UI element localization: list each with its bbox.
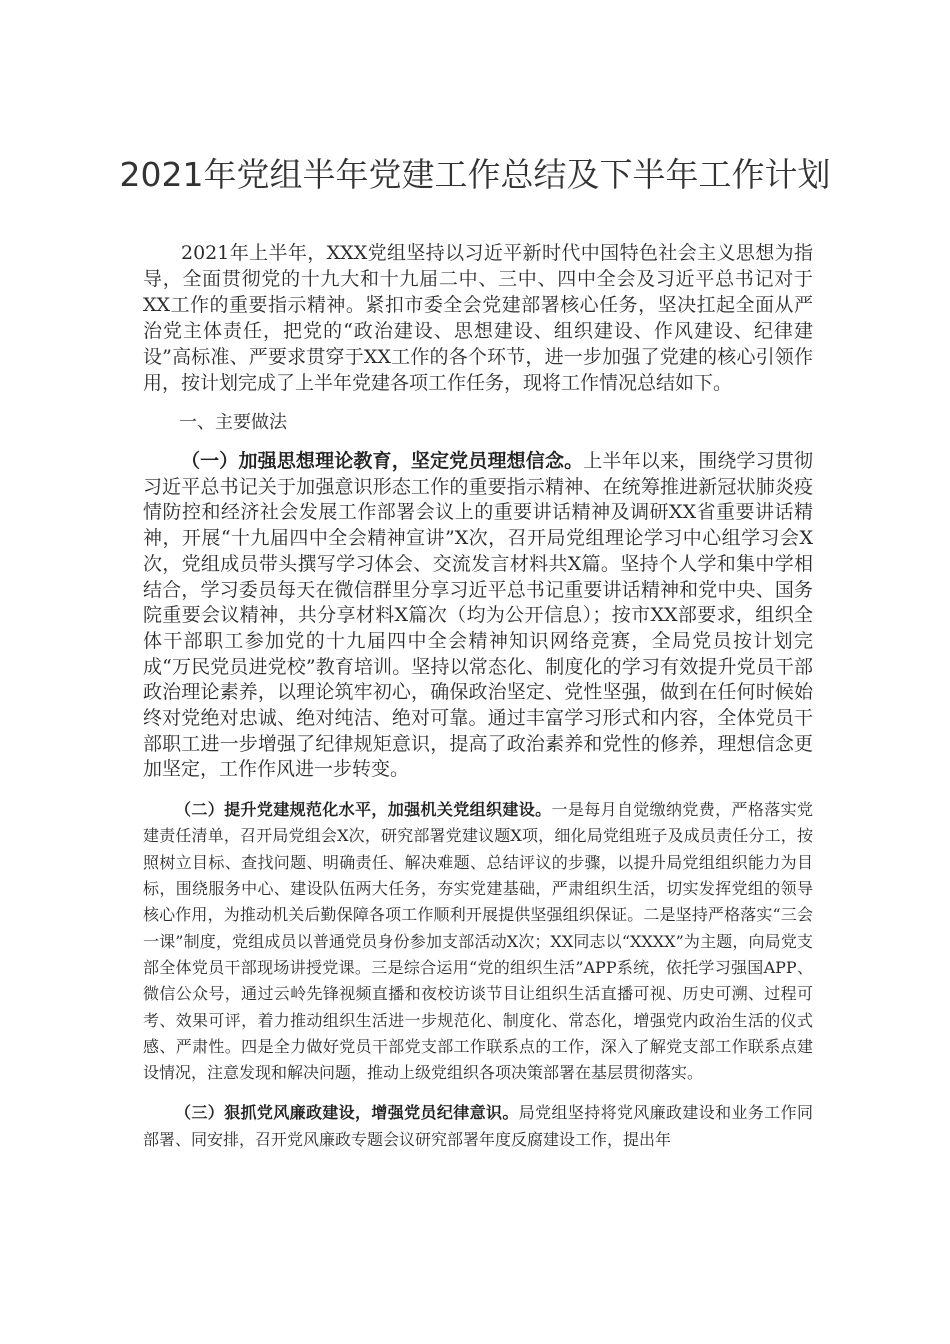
- section-paragraph-2: [143, 797, 813, 1086]
- section-paragraph-1: [143, 449, 813, 783]
- section-paragraph-3: [143, 1100, 813, 1153]
- section-1-lead: （一）加强思想理论教育，坚定党员理想信念。: [181, 450, 584, 472]
- intro-paragraph: 2021年上半年，XXX党组坚持以习近平新时代中国特色社会主义思想为指导，全面贯彻党的十九大和十九届二中、三中、四中全会及习近平总书记对于XX工作的重要指示精神。紧扣市委全会党建部署核心任务，坚决扛起全面从严治党主体责任，把党的“政治建设、思想建设、组织建设、作风建设、纪律建设”高标准、严要求贯穿于XX工作的各个环节，进一步加强了党建的核心引领作用，按计划完成了上半年党建各项工作任务，现将工作情况总结如下。: [143, 242, 813, 394]
- document-title: 2021年党组半年党建工作总结及下半年工作计划: [119, 155, 831, 194]
- section-3-body: 局党组坚持将党风廉政建设和业务工作同部署、同安排，召开党风廉政专题会议研究部署年度反腐建设工作，提出年: [143, 1103, 813, 1149]
- section-2-lead: （二）提升党建规范化水平，加强机关党组织建设。: [175, 800, 552, 820]
- section-heading: 一、主要做法: [179, 412, 287, 433]
- section-1-body: 上半年以来，围绕学习贯彻习近平总书记关于加强意识形态工作的重要指示精神、在统筹推进新冠状肺炎疫情防控和经济社会发展工作部署会议上的重要讲话精神及调研XX省重要讲话精神，开展“十九届四中全会精神宣讲”X次，召开局党组理论学习中心组学习会X次，党组成员带头撰写学习体会、交流发言材料共X篇。坚持个人学和集中学相结合，学习委员每天在微信群里分享习近平总书记重要讲话精神和党中央、国务院重要会议精神，共分享材料X篇次（均为公开信息）；按市XX部要求，组织全体干部职工参加党的十九届四中全会精神知识网络竞赛，全局党员按计划完成“万民党员进党校”教育培训。坚持以常态化、制度化的学习有效提升党员干部政治理论素养，以理论筑牢初心，确保政治坚定、党性坚强，做到在任何时候始终对党绝对忠诚、绝对纯洁、绝对可靠。通过丰富学习形式和内容，全体党员干部职工进一步增强了纪律规矩意识，提高了政治素养和党性的修养，理想信念更加坚定，工作作风进一步转变。: [143, 450, 813, 781]
- section-3-lead: （三）狠抓党风廉政建设，增强党员纪律意识。: [175, 1103, 519, 1123]
- section-2-body: 一是每月自觉缴纳党费，严格落实党建责任清单，召开局党组会X次，研究部署党建议题X项，细化局党组班子及成员责任分工，按照树立目标、查找问题、明确责任、解决难题、总结评议的步骤，以提升局党组组织能力为目标，围绕服务中心、建设队伍两大任务，夯实党建基础，严肃组织生活，切实发挥党组的领导核心作用，为推动机关后勤保障各项工作顺利开展提供坚强组织保证。二是坚持严格落实“三会一课”制度，党组成员以普通党员身份参加支部活动X次；XX同志以“XXXX”为主题，向局党支部全体党员干部现场讲授党课。三是综合运用“党的组织生活”APP系统，依托学习强国APP、微信公众号，通过云岭先锋视频直播和夜校访谈节目让组织生活直播可视、历史可溯、过程可考、效果可评，着力推动组织生活进一步规范化、制度化、常态化，增强党内政治生活的仪式感、严肃性。四是全力做好党员干部党支部工作联系点的工作，深入了解党支部工作联系点建设情况，注意发现和解决问题，推动上级党组织各项决策部署在基层贯彻落实。: [143, 800, 813, 1083]
- document-body: [143, 240, 813, 1153]
